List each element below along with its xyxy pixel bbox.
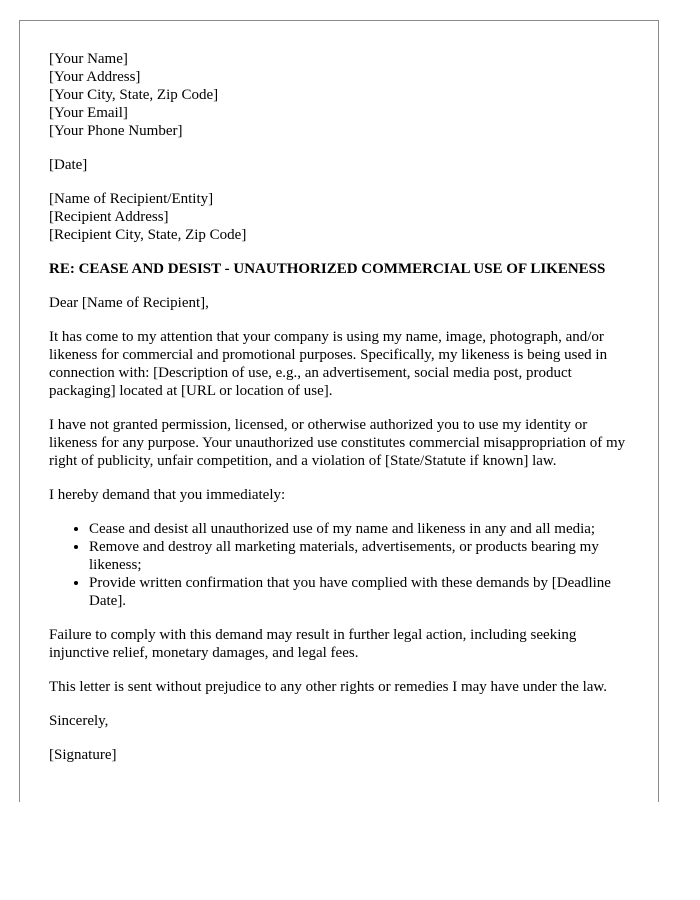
sender-address: [Your Address] [49,69,141,85]
sender-phone: [Your Phone Number] [49,123,183,139]
demands-list [49,520,639,610]
recipient-address: [Recipient Address] [49,209,169,225]
demand-item: • Cease and desist all unauthorized use of my name and likeness in any and all media; [89,520,639,538]
body-paragraph-3: I hereby demand that you immediately: [49,487,286,503]
date-block [49,156,639,174]
salutation: Dear [Name of Recipient], [49,295,209,311]
sign-off: Sincerely, [49,713,109,729]
recipient-block [49,190,639,244]
body-paragraph-1: It has come to my attention that your company is using my name, image, photograph, and/or likeness for commercial and promotional purposes. Specifically, my likeness is being used in connection with: [Description of use, e.g., an advertisement, social media post, product packaging] located at [URL or location of use]. [49,329,608,399]
sender-name: [Your Name] [49,51,128,67]
sender-email: [Your Email] [49,105,128,121]
sender-city-state-zip: [Your City, State, Zip Code] [49,87,219,103]
demand-item: • Provide written confirmation that you have complied with these demands by [Deadline Date]. [89,574,639,610]
recipient-city-state-zip: [Recipient City, State, Zip Code] [49,227,247,243]
letter-page [19,20,659,802]
recipient-name: [Name of Recipient/Entity] [49,191,214,207]
demand-item: • Remove and destroy all marketing materials, advertisements, or products bearing my likeness; [89,538,639,574]
subject-line: RE: CEASE AND DESIST - UNAUTHORIZED COMMERCIAL USE OF LIKENESS [49,261,606,277]
body-paragraph-2: I have not granted permission, licensed, or otherwise authorized you to use my identity or likeness for any purpose. Your unauthorized use constitutes commercial misappropriation of my right of publicity, unfair competition, and a violation of [State/Statute if known] law. [49,417,626,469]
signature-placeholder: [Signature] [49,747,117,763]
letter-date: [Date] [49,157,88,173]
closing-paragraph-2: This letter is sent without prejudice to any other rights or remedies I may have under the law. [49,679,608,695]
sender-block [49,50,639,140]
letter-content [49,50,639,780]
closing-paragraph-1: Failure to comply with this demand may result in further legal action, including seeking injunctive relief, monetary damages, and legal fees. [49,627,577,661]
